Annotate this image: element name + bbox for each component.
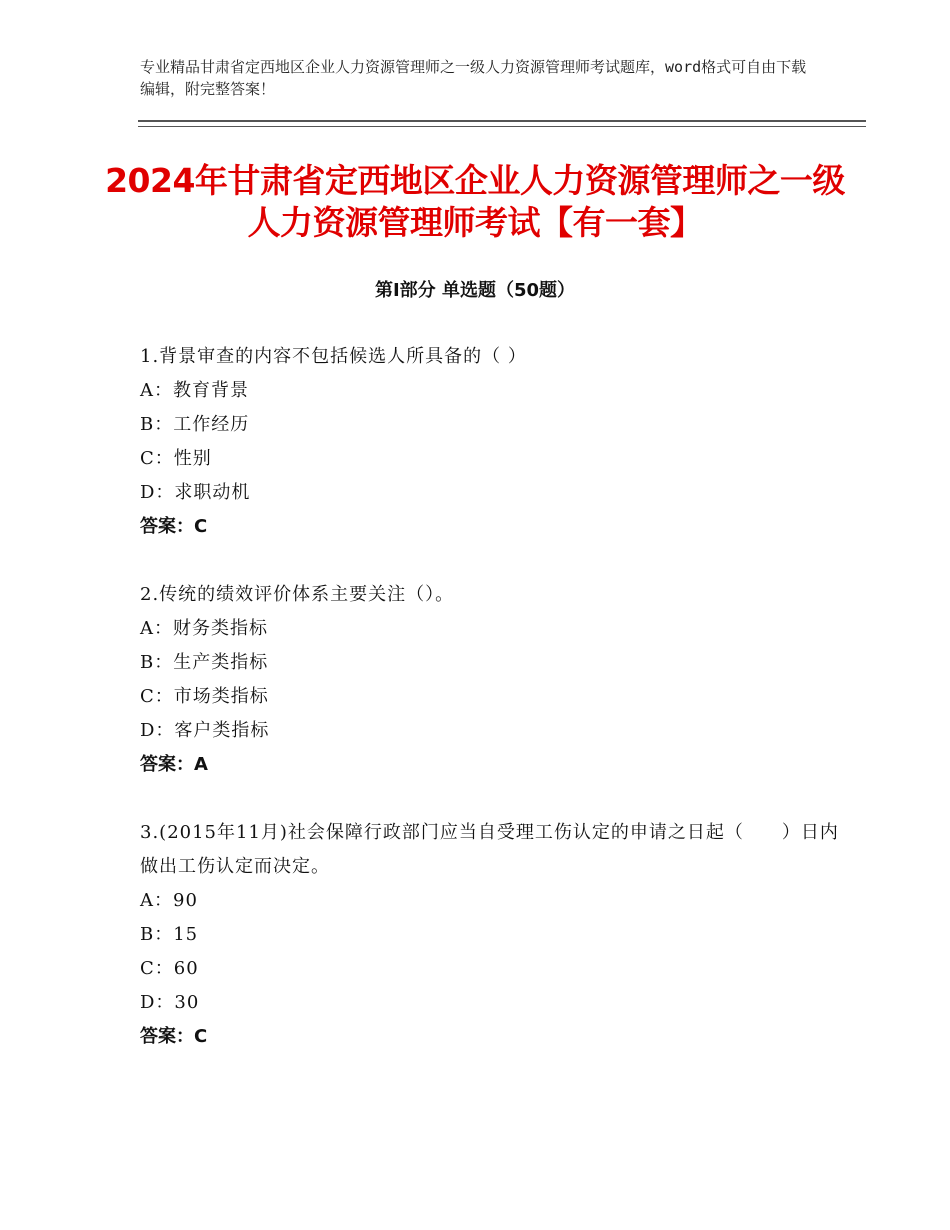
option-a: A：教育背景 bbox=[140, 380, 249, 401]
document-title: 2024年甘肃省定西地区企业人力资源管理师之一级人力资源管理师考试【有一套】 bbox=[105, 161, 845, 242]
header-divider bbox=[138, 120, 866, 127]
section-title: 第I部分 单选题（50题） bbox=[374, 280, 575, 301]
option-c: C：性别 bbox=[140, 448, 212, 469]
option-c: C：60 bbox=[140, 958, 199, 979]
option-b: B：15 bbox=[140, 924, 199, 945]
option-d: D：求职动机 bbox=[140, 482, 251, 503]
answer: 答案：C bbox=[140, 1026, 208, 1047]
question-1 bbox=[140, 340, 840, 544]
question-2 bbox=[140, 578, 840, 782]
question-stem: 1.背景审查的内容不包括候选人所具备的（ ） bbox=[140, 346, 527, 367]
option-c: C：市场类指标 bbox=[140, 686, 269, 707]
question-3 bbox=[140, 816, 840, 1054]
option-b: B：工作经历 bbox=[140, 414, 250, 435]
option-a: A：90 bbox=[140, 890, 198, 911]
option-a: A：财务类指标 bbox=[140, 618, 268, 639]
header-note: 专业精品甘肃省定西地区企业人力资源管理师之一级人力资源管理师考试题库，word格式可自由下载编辑，附完整答案！ bbox=[140, 58, 807, 98]
option-d: D：客户类指标 bbox=[140, 720, 270, 741]
answer: 答案：A bbox=[140, 754, 208, 775]
question-stem: 2.传统的绩效评价体系主要关注（）。 bbox=[140, 584, 455, 605]
question-stem: 3.(2015年11月)社会保障行政部门应当自受理工伤认定的申请之日起（ ）日内做出工伤认定而决定。 bbox=[140, 822, 839, 877]
question-list bbox=[140, 340, 840, 1088]
answer: 答案：C bbox=[140, 516, 208, 537]
option-b: B：生产类指标 bbox=[140, 652, 269, 673]
option-d: D：30 bbox=[140, 992, 200, 1013]
